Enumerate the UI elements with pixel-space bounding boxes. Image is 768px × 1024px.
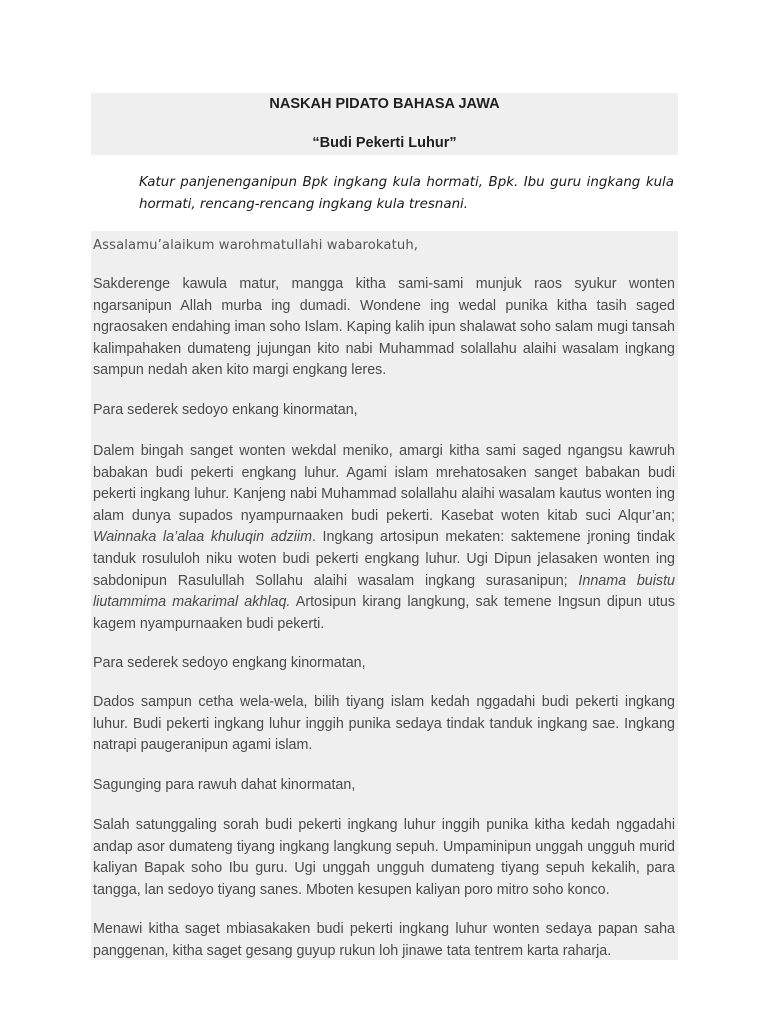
paragraph-budi-pekerti (93, 441, 675, 635)
speech-body (91, 231, 678, 960)
paragraph-conclusion: Dados sampun cetha wela-wela, bilih tiyang islam kedah nggadahi budi pekerti ingkang luhur. Budi pekerti ingkang luhur inggih punika sedaya tindak tanduk ingkang sae. Ingkang natrapi paugeranipun agami islam. (93, 694, 675, 754)
document-title: NASKAH PIDATO BAHASA JAWA (269, 96, 500, 112)
address-line-1: Para sederek sedoyo enkang kinormatan, (93, 402, 358, 418)
quran-quote: Wainnaka la’alaa khuluqin adziim (93, 529, 312, 546)
paragraph-closing: Menawi kitha saget mbiasakaken budi pekerti ingkang luhur wonten sedaya papan saha panggenan, kitha saget gesang guyup rukun loh jinawe tata tentrem karta raharja. (93, 921, 675, 959)
hadith-quote: Innama buistu liutammima makarimal akhlaq. (93, 572, 675, 611)
paragraph-text: . Ingkang artosipun mekaten: saktemene jroning tindak tanduk rosululoh niku woten budi pekerti engkang luhur. Ugi Dipun jelasaken wonten ing sabdonipun Rasulullah Sollahu alaihi wasalam ingkang surasanipun; (93, 529, 676, 589)
opening-greeting: Katur panjenenganipun Bpk ingkang kula hormati, Bpk. Ibu guru ingkang kula hormati, rencang-rencang ingkang kula tresnani. (139, 175, 674, 212)
document-subtitle: “Budi Pekerti Luhur” (312, 135, 457, 151)
address-line-3: Sagunging para rawuh dahat kinormatan, (93, 777, 356, 793)
paragraph-text: Dalem bingah sanget wonten wekdal meniko, amargi kitha sami saged ngangsu kawruh babakan budi pekerti engkang luhur. Agami islam mrehatosaken sanget babakan budi pekerti ingkang luhur. Kanjeng nabi Muhammad solallahu alaihi wasalam kautus wonten ing alam dunya supados nyampurnaaken budi pekerti. Kasebat woten kitab suci Alqur’an; (93, 443, 675, 524)
paragraph-opening: Sakderenge kawula matur, mangga kitha sami-sami munjuk raos syukur wonten ngarsanipun Allah murba ing dumadi. Wondene ing wedal punika kitha tasih saged ngraosaken endahing iman soho Islam. Kaping kalih ipun shalawat soho salam mugi tansah kalimpahaken dumateng jujungan kito nabi Muhammad solallahu alaihi wasalam ingkang sampun nedah aken kito margi engkang leres. (93, 276, 675, 379)
title-block (91, 93, 678, 155)
paragraph-andap-asor: Salah satunggaling sorah budi pekerti ingkang luhur inggih punika kitha kedah nggadahi andap asor dumateng tiyang ingkang langkung sepuh. Umpaminipun unggah ungguh murid kaliyan Bapak soho Ibu guru. Ugi unggah ungguh dumateng tiyang sepuh kekalih, para tangga, lan sedoyo tiyang sanes. Mboten kesupen kaliyan poro mitro soho konco. (93, 817, 675, 898)
address-line-2: Para sederek sedoyo engkang kinormatan, (93, 655, 366, 671)
paragraph-text: Artosipun kirang langkung, sak temene Ingsun dipun utus kagem nyampurnaaken budi pekerti. (93, 594, 675, 632)
salam-line: Assalamu’alaikum warohmatullahi wabarokatuh, (93, 238, 419, 253)
